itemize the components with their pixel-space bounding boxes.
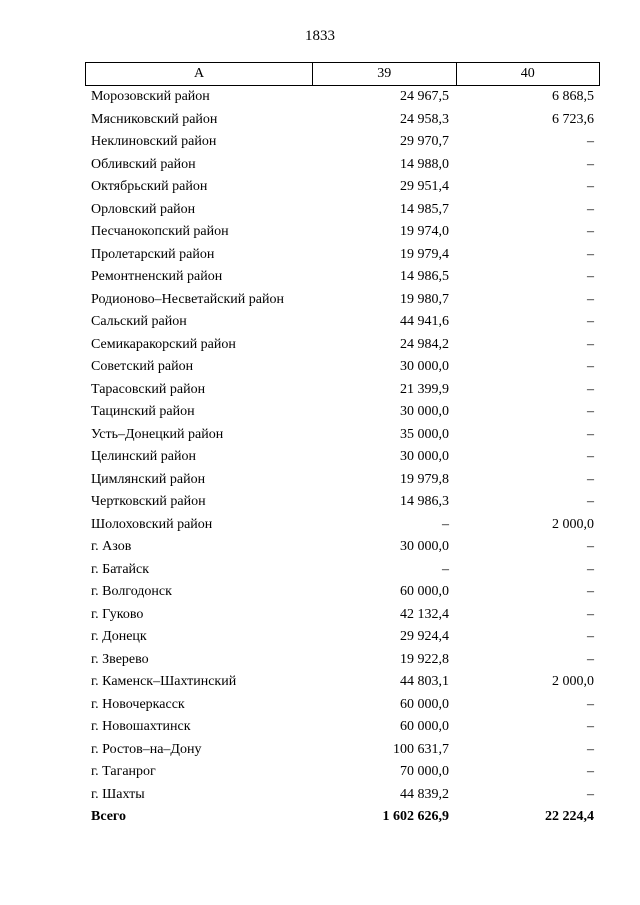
row-value-40: – [587, 134, 594, 149]
row-name: г. Донецк [91, 629, 147, 644]
row-value-39: 70 000,0 [400, 764, 449, 779]
row-value-40: 22 224,4 [545, 809, 594, 824]
row-value-39: 19 980,7 [400, 291, 449, 307]
row-name: Родионово–Несветайский район [91, 291, 284, 307]
row-name: г. Новошахтинск [91, 719, 191, 734]
row-value-40: – [587, 629, 594, 644]
row-value-40: 6 723,6 [552, 111, 594, 127]
row-value-39: 44 803,1 [400, 674, 449, 689]
table-row [85, 356, 600, 379]
table-row [85, 86, 600, 109]
table-row [85, 199, 600, 222]
table-row [85, 514, 600, 537]
row-value-39: 60 000,0 [400, 584, 449, 599]
row-name: Пролетарский район [91, 246, 215, 262]
table-row [85, 559, 600, 582]
row-value-40: – [587, 269, 594, 284]
row-name: г. Новочеркасск [91, 696, 185, 712]
row-value-40: – [587, 246, 594, 262]
row-value-40: 6 868,5 [552, 89, 594, 104]
row-name: Всего [91, 809, 126, 824]
row-name: Морозовский район [91, 89, 210, 104]
row-value-40: – [587, 336, 594, 352]
row-name: Цимлянский район [91, 471, 206, 487]
row-value-39: 14 986,5 [400, 269, 449, 284]
row-name: Тацинский район [91, 404, 195, 419]
table-body [85, 86, 600, 829]
table-row [85, 491, 600, 514]
row-value-40: – [587, 381, 594, 397]
row-value-39: 19 979,4 [400, 246, 449, 262]
table-row [85, 131, 600, 154]
header-col-a: А [86, 63, 313, 86]
table-row [85, 671, 600, 694]
row-name: Песчанокопский район [91, 224, 229, 239]
table-row [85, 716, 600, 739]
row-name: Октябрьский район [91, 179, 208, 194]
table-row [85, 379, 600, 402]
table-row [85, 739, 600, 762]
row-value-40: – [587, 741, 594, 757]
table-row [85, 334, 600, 357]
row-value-40: 2 000,0 [552, 516, 594, 532]
row-value-40: – [587, 156, 594, 172]
table-row [85, 289, 600, 312]
row-value-39: 19 979,8 [400, 471, 449, 487]
row-value-40: – [587, 539, 594, 554]
table-row [85, 221, 600, 244]
row-value-39: 29 951,4 [400, 179, 449, 194]
row-value-40: – [587, 719, 594, 734]
row-value-39: 44 941,6 [400, 314, 449, 329]
row-value-39: 24 958,3 [400, 111, 449, 127]
table-row [85, 424, 600, 447]
table-row [85, 311, 600, 334]
row-value-40: – [587, 606, 594, 622]
row-value-39: 42 132,4 [400, 606, 449, 622]
row-value-40: – [587, 786, 594, 802]
row-name: г. Азов [91, 539, 132, 554]
row-value-39: 14 985,7 [400, 201, 449, 217]
row-value-39: 30 000,0 [400, 404, 449, 419]
row-value-39: 60 000,0 [400, 696, 449, 712]
total-row [85, 806, 600, 829]
row-value-39: 30 000,0 [400, 359, 449, 374]
row-value-40: – [587, 494, 594, 509]
row-name: г. Шахты [91, 786, 145, 802]
row-value-40: – [587, 291, 594, 307]
row-value-39: 30 000,0 [400, 449, 449, 464]
row-value-39: 19 974,0 [400, 224, 449, 239]
row-value-40: – [587, 404, 594, 419]
row-name: Чертковский район [91, 494, 206, 509]
table-row [85, 244, 600, 267]
row-value-40: – [587, 179, 594, 194]
table-row [85, 446, 600, 469]
table-row [85, 109, 600, 132]
row-value-39: 24 967,5 [400, 89, 449, 104]
row-value-39: 44 839,2 [400, 786, 449, 802]
table-row [85, 626, 600, 649]
row-value-39: 1 602 626,9 [382, 809, 449, 824]
row-name: Мясниковский район [91, 111, 218, 127]
row-name: Орловский район [91, 201, 196, 217]
row-value-40: 2 000,0 [552, 674, 594, 689]
row-value-39: 14 986,3 [400, 494, 449, 509]
row-name: г. Волгодонск [91, 584, 172, 599]
table-row [85, 469, 600, 492]
row-value-40: – [587, 764, 594, 779]
table-row [85, 649, 600, 672]
row-name: Семикаракорский район [91, 336, 236, 352]
row-value-39: 19 922,8 [400, 651, 449, 667]
row-name: г. Гуково [91, 606, 144, 622]
row-value-40: – [587, 359, 594, 374]
row-value-39: 35 000,0 [400, 426, 449, 442]
row-value-39: 29 970,7 [400, 134, 449, 149]
row-value-39: 24 984,2 [400, 336, 449, 352]
row-value-39: 21 399,9 [400, 381, 449, 397]
table-row [85, 154, 600, 177]
row-value-40: – [587, 584, 594, 599]
row-name: г. Ростов–на–Дону [91, 741, 202, 757]
row-name: Неклиновский район [91, 134, 217, 149]
header-col-39: 39 [313, 63, 456, 86]
row-value-40: – [587, 471, 594, 487]
row-value-39: 29 924,4 [400, 629, 449, 644]
table-row [85, 581, 600, 604]
row-name: г. Зверево [91, 651, 149, 667]
table-header [85, 62, 600, 86]
table-row [85, 694, 600, 717]
row-value-40: – [587, 426, 594, 442]
row-name: г. Каменск–Шахтинский [91, 674, 237, 689]
row-name: г. Батайск [91, 561, 150, 577]
row-value-40: – [587, 314, 594, 329]
row-value-40: – [587, 561, 594, 577]
row-value-40: – [587, 651, 594, 667]
row-name: Тарасовский район [91, 381, 206, 397]
table-row [85, 266, 600, 289]
row-value-40: – [587, 449, 594, 464]
header-col-40: 40 [456, 63, 599, 86]
row-name: Сальский район [91, 314, 187, 329]
row-value-40: – [587, 224, 594, 239]
table-row [85, 761, 600, 784]
row-value-39: 60 000,0 [400, 719, 449, 734]
header-row [86, 63, 600, 86]
row-value-39: 100 631,7 [393, 741, 449, 757]
row-value-39: – [442, 516, 449, 532]
row-name: Ремонтненский район [91, 269, 223, 284]
table-row [85, 536, 600, 559]
table-row [85, 604, 600, 627]
table-row [85, 401, 600, 424]
row-name: Целинский район [91, 449, 196, 464]
row-name: Обливский район [91, 156, 196, 172]
table-row [85, 176, 600, 199]
row-value-39: 14 988,0 [400, 156, 449, 172]
row-name: Советский район [91, 359, 194, 374]
row-name: г. Таганрог [91, 764, 156, 779]
row-name: Шолоховский район [91, 516, 213, 532]
row-value-40: – [587, 201, 594, 217]
row-value-40: – [587, 696, 594, 712]
table-row [85, 784, 600, 807]
row-name: Усть–Донецкий район [91, 426, 224, 442]
row-value-39: – [442, 561, 449, 577]
page-number: 1833 [305, 28, 335, 44]
row-value-39: 30 000,0 [400, 539, 449, 554]
